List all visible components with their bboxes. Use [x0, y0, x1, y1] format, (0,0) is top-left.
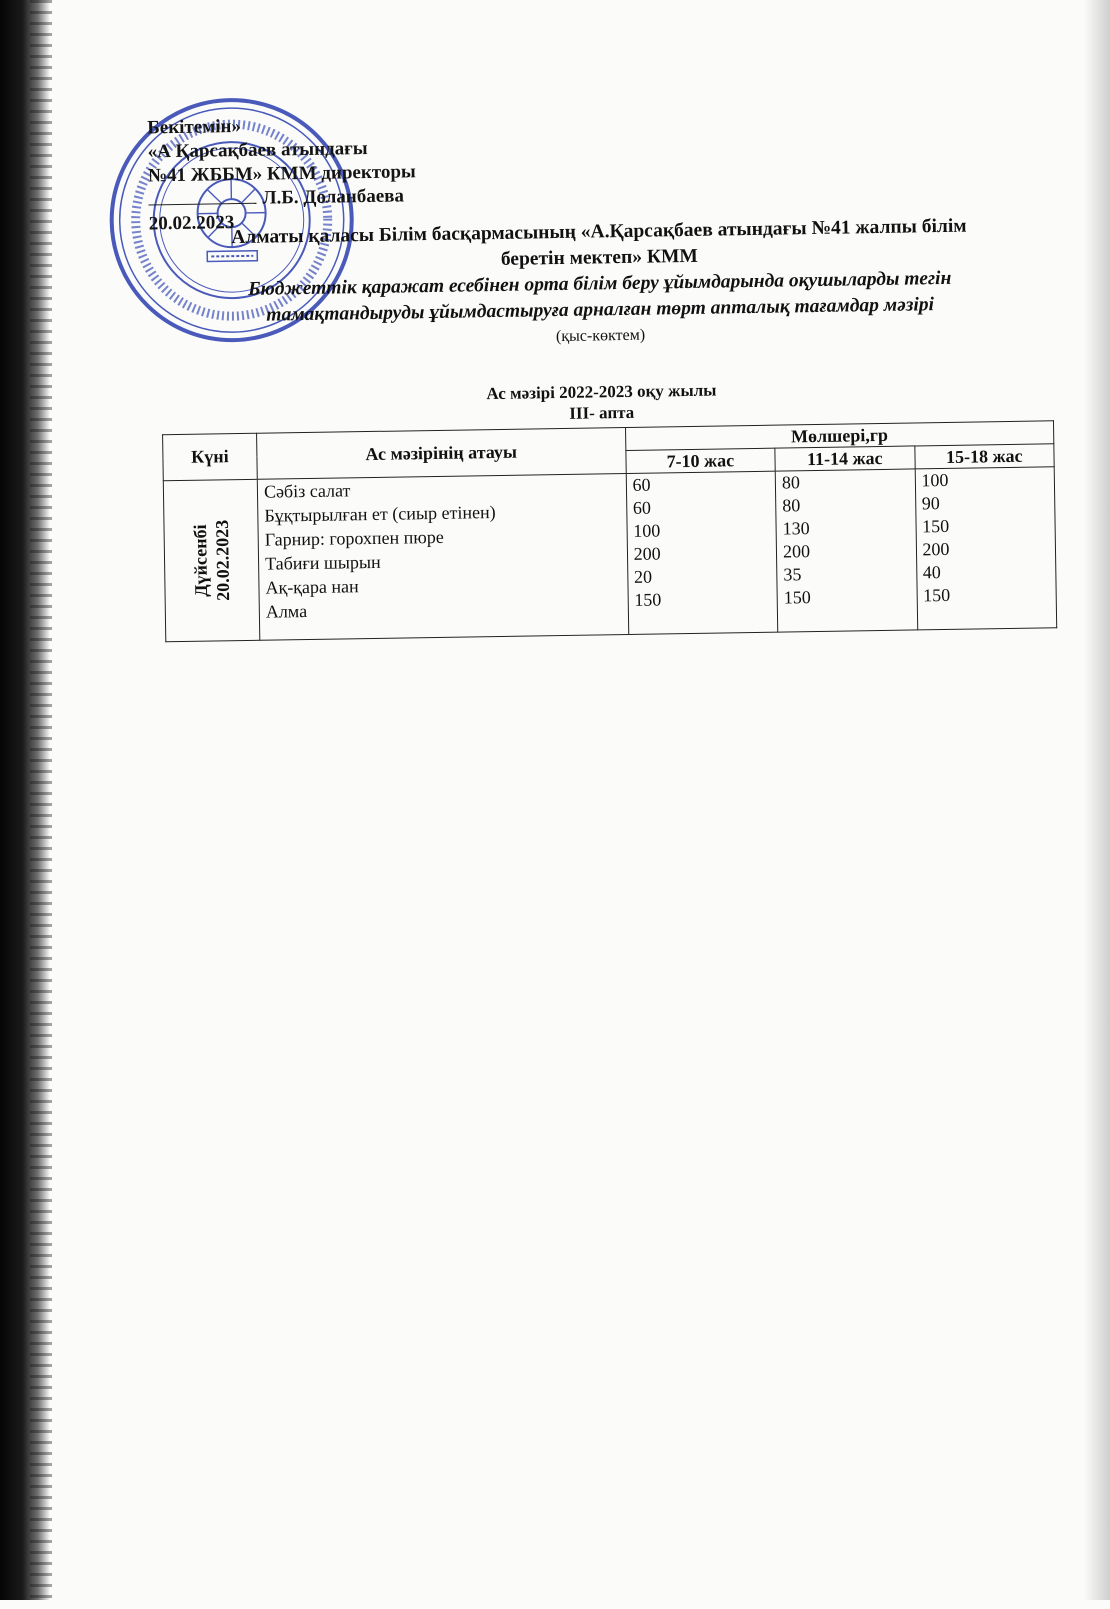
header-quantity: Мөлшері,гр: [625, 421, 1054, 451]
table-row: [163, 467, 1056, 642]
approval-signer: Л.Б. Доланбаева: [262, 185, 404, 208]
qty-value: 150: [784, 585, 911, 610]
day-cell: [163, 479, 260, 641]
dish-item: Гарнир: горохпен пюре: [265, 522, 621, 552]
qty-value: 80: [782, 493, 909, 518]
header-subtitle-line-1: Бюджеттік қаражат есебінен орта білім беру ұйымдарында оқушыларды тегін: [160, 264, 1040, 304]
header-subtitle-line-2: тамақтандыруды ұйымдастыруға арналған төрт апталық тағамдар мәзірі: [160, 290, 1040, 330]
qty-value: 35: [783, 562, 910, 587]
qty-value: 150: [922, 513, 1049, 538]
qty-value: 60: [633, 495, 770, 520]
approval-block: [147, 112, 417, 236]
menu-week: ІІІ- апта: [162, 395, 1042, 430]
qty-value: 200: [783, 539, 910, 564]
header-age-11-14: 11-14 жас: [775, 446, 915, 471]
signature-line: [148, 184, 416, 212]
qty-value: 100: [921, 467, 1048, 492]
header-age-15-18: 15-18 жас: [914, 444, 1054, 469]
document-header: [159, 212, 1041, 354]
qty-value: 20: [634, 564, 771, 589]
header-season: (қыс-көктем): [160, 318, 1040, 354]
dish-item: Сәбіз салат: [264, 474, 620, 504]
approval-line-2: «А Қарсақбаев атындағы: [147, 136, 415, 164]
header-age-7-10: 7-10 жас: [625, 448, 775, 473]
header-day: Күні: [163, 433, 258, 480]
qty-value: 40: [923, 559, 1050, 584]
approval-date: 20.02.2023: [149, 208, 417, 236]
qty-value: 200: [633, 541, 770, 566]
dish-item: Бұқтырылған ет (сиыр етінен): [264, 498, 620, 528]
dish-item: Ақ-қара нан: [265, 570, 621, 600]
qty-value: 150: [634, 587, 771, 612]
qty-11-14: [775, 469, 917, 632]
dish-item: Табиғи шырын: [265, 546, 621, 576]
menu-table: [162, 420, 1057, 642]
day-name: Дүйсенбі: [190, 524, 211, 597]
day-label: [189, 520, 234, 602]
qty-value: 80: [782, 470, 909, 495]
qty-value: 90: [922, 490, 1049, 515]
header-dish-name: Ас мәзірінің атауы: [257, 427, 626, 479]
qty-15-18: [915, 467, 1057, 630]
qty-value: 60: [632, 472, 769, 497]
dish-item: Алма: [266, 594, 622, 624]
qty-7-10: [626, 471, 778, 634]
qty-value: 150: [923, 582, 1050, 607]
header-title-line-1: Алматы қаласы Білім басқармасының «А.Қарсақбаев атындағы №41 жалпы білім: [159, 212, 1039, 252]
menu-year: Ас мәзірі 2022-2023 оқу жылы: [161, 374, 1041, 409]
qty-value: 100: [633, 518, 770, 543]
signature-blank: [148, 203, 256, 206]
dish-list: [257, 473, 628, 640]
approval-line-3: №41 ЖББМ» КММ директоры: [148, 160, 416, 188]
day-date: 20.02.2023: [212, 520, 233, 601]
qty-value: 200: [922, 536, 1049, 561]
qty-value: 130: [782, 516, 909, 541]
header-title-line-2: беретін мектеп» КММ: [159, 238, 1039, 278]
approval-line-1: Бекітемін»: [147, 112, 415, 140]
